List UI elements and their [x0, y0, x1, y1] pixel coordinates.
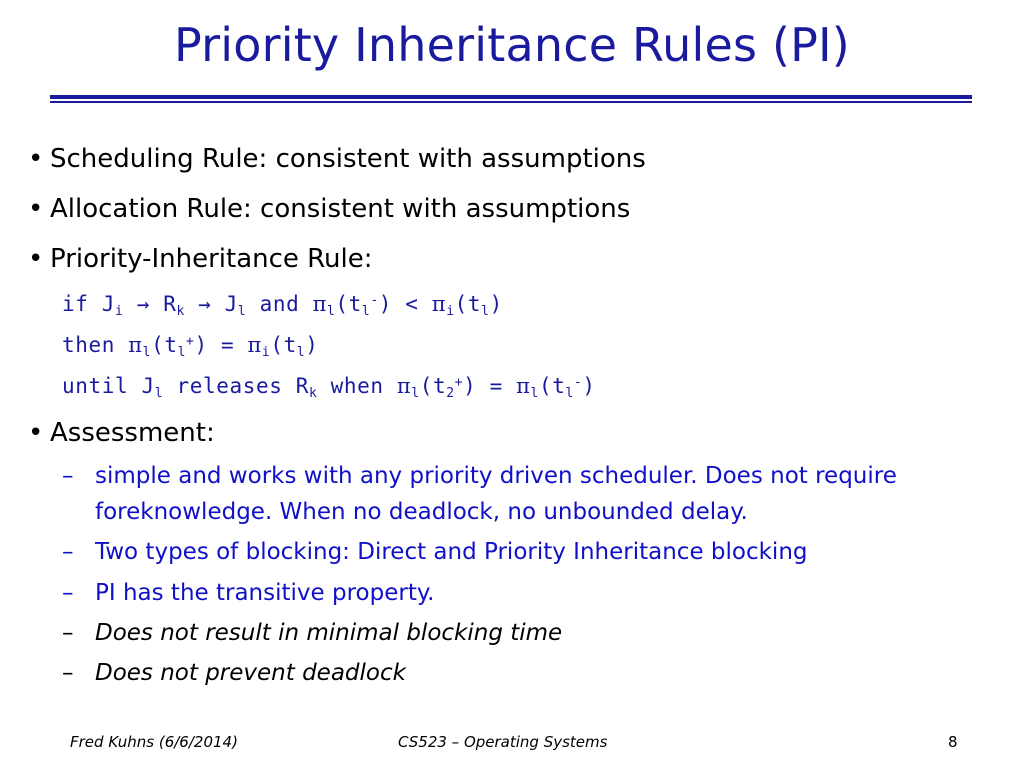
slide-body: • Scheduling Rule: consistent with assumptions • Allocation Rule: consistent with assumptions • Priority-Inheritance Rule: if $J_i \to R_k \to J_l$ and $\pi_l(t_l^-) < \pi_i(t_l)$ then $\pi_l(t_l^+) = \pi_i(t_l)$ until $J_l$ releases $R_k$ when $\pi_l(t_2^+) = \pi_l(t_l^-)$ • Assessment: – simple and works with any priority driven scheduler. Does not require foreknowledge. When no deadlock, no unbounded delay. – Two types of blocking: Direct and Priority Inheritance blocking – PI has the transitive property. – Does not result in minimal blocking time – Does not prevent deadlock [28, 144, 897, 686]
code-line-if: if $J_i \to R_k \to J_l$ and $\pi_l(t_l^-) < \pi_i(t_l)$ [62, 292, 503, 319]
dash-icon: – [62, 620, 74, 646]
dash-icon: – [62, 580, 74, 606]
bullet-dot-icon: • [28, 144, 44, 174]
dash-icon: – [62, 539, 74, 565]
slide-title: Priority Inheritance Rules (PI) [174, 18, 850, 72]
bullet-dot-icon: • [28, 194, 44, 224]
code-line-until: until $J_l$ releases $R_k$ when $\pi_l(t_2^+) = \pi_l(t_l^-)$ [62, 374, 596, 401]
code-line-then: then $\pi_l(t_l^+) = \pi_i(t_l)$ [62, 333, 319, 360]
bullet-dot-icon: • [28, 418, 44, 448]
dash-icon: – [62, 463, 74, 489]
dash-icon: – [62, 660, 74, 686]
bullet-dot-icon: • [28, 244, 44, 274]
footer-page-number: 8 [948, 733, 958, 751]
footer-author: Fred Kuhns (6/6/2014) [70, 733, 238, 751]
footer-course: CS523 – Operating Systems [398, 733, 608, 751]
